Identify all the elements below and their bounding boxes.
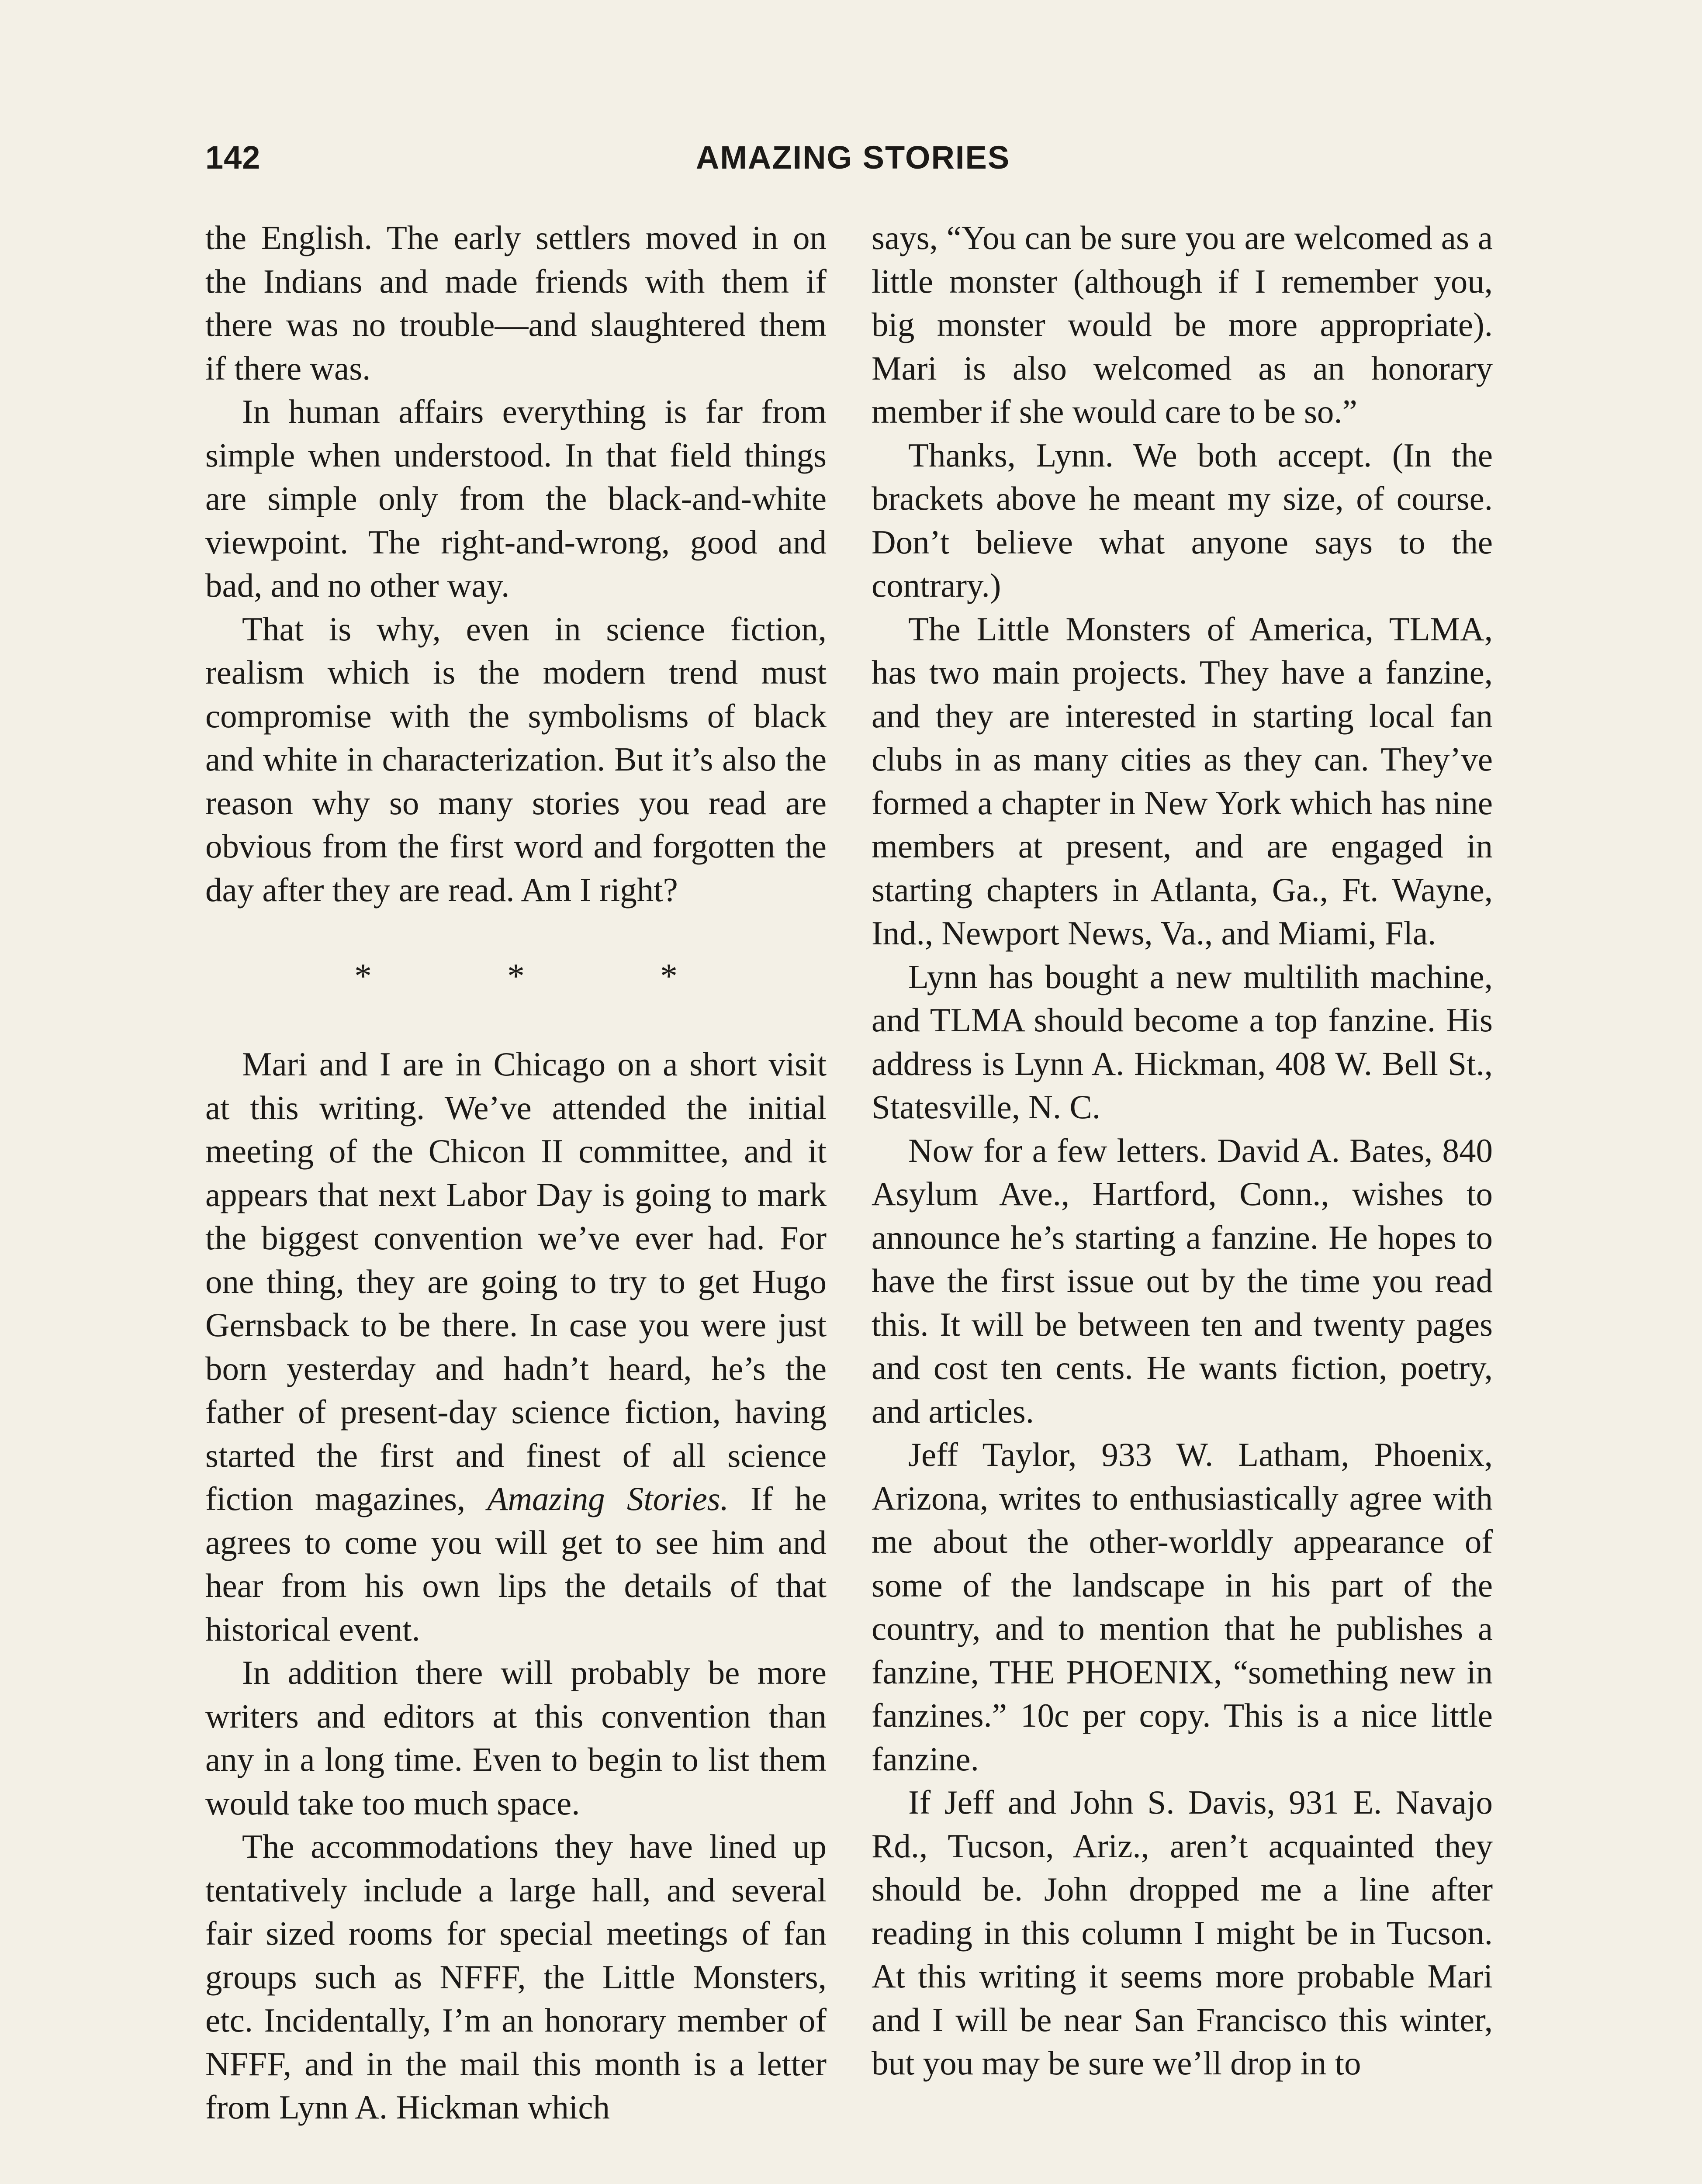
paragraph: That is why, even in science fiction, realism which is the modern trend must compromise with the symbolisms of black and white in characterization. But it’s also the reason why so many stories you read are obvious from the first word and forgotten the day after they are read. Am I right? bbox=[205, 610, 827, 909]
paragraph: the English. The early settlers moved in on the Indians and made friends with them if there was no trouble—and slaughtered them if there was. bbox=[205, 219, 827, 387]
paragraph: If Jeff and John S. Davis, 931 E. Navajo Rd., Tucson, Ariz., aren’t acquainted they should be. John dropped me a line after reading in this column I might be in Tucson. At this writing it seems more probable Mari and I will be near San Francisco this winter, but you may be sure we’ll drop in to bbox=[872, 1783, 1493, 2082]
page-header bbox=[205, 139, 1501, 191]
section-separator bbox=[205, 912, 827, 1043]
paragraph: The accommodations they have lined up tentatively include a large hall, and several fair sized rooms for special meetings of fan groups such as NFFF, the Little Monsters, etc. Incidentally, I’m an honorary member of NFFF, and in the mail this month is a letter from Lynn A. Hickman which bbox=[205, 1828, 827, 2126]
paragraph-text: If he agrees to come you will get to see him and hear from his own lips the details of that historical event. bbox=[205, 1480, 827, 1648]
magazine-name-italic: Amazing Stories. bbox=[487, 1480, 729, 1517]
paragraph: says, “You can be sure you are welcomed as a little monster (although if I remember you, big monster would be more appropriate). Mari is also welcomed as an honorary member if she would care to be so.” bbox=[872, 219, 1493, 430]
paragraph: Lynn has bought a new multilith machine, and TLMA should become a top fanzine. His address is Lynn A. Hickman, 408 W. Bell St., Statesville, N. C. bbox=[872, 957, 1493, 1126]
paragraph: In human affairs everything is far from simple when understood. In that field things are simple only from the black-and-white viewpoint. The right-and-wrong, good and bad, and no other way. bbox=[205, 393, 827, 604]
paragraph: Now for a few letters. David A. Bates, 840 Asylum Ave., Hartford, Conn., wishes to announce he’s starting a fanzine. He hopes to have the first issue out by the time you read this. It will be between ten and twenty pages and cost ten cents. He wants fiction, poetry, and articles. bbox=[872, 1131, 1493, 1430]
right-column bbox=[872, 216, 1493, 2085]
asterisk: * bbox=[354, 957, 372, 995]
asterisk: * bbox=[507, 957, 525, 995]
paragraph: In addition there will probably be more writers and editors at this convention than any in a long time. Even to begin to list them would take too much space. bbox=[205, 1654, 827, 1822]
paragraph bbox=[205, 1043, 827, 1651]
asterisk: * bbox=[660, 957, 678, 995]
running-title: AMAZING STORIES bbox=[695, 139, 1010, 176]
paragraph: Thanks, Lynn. We both accept. (In the brackets above he meant my size, of course. Don’t believe what anyone says to the contrary.) bbox=[872, 436, 1493, 604]
paragraph: The Little Monsters of America, TLMA, has two main projects. They have a fanzine, and they are interested in starting local fan clubs in as many cities as they can. They’ve formed a chapter in New York which has nine members at present, and are engaged in starting chapters in Atlanta, Ga., Ft. Wayne, Ind., Newport News, Va., and Miami, Fla. bbox=[872, 610, 1493, 952]
left-column bbox=[205, 216, 827, 2129]
paragraph-text: Mari and I are in Chicago on a short visit at this writing. We’ve attended the initial meeting of the Chicon II committee, and it appears that next Labor Day is going to mark the biggest convention we’ve ever had. For one thing, they are going to try to get Hugo Gernsback to be there. In case you were just born yesterday and hadn’t heard, he’s the father of present-day science fiction, having started the first and finest of all science fiction magazines, bbox=[205, 1045, 827, 1517]
page-number: 142 bbox=[205, 139, 261, 176]
paragraph: Jeff Taylor, 933 W. Latham, Phoenix, Arizona, writes to enthusiastically agree with me about the other-worldly appearance of some of the landscape in his part of the country, and to mention that he publishes a fanzine, THE PHOENIX, “something new in fanzines.” 10c per copy. This is a nice little fanzine. bbox=[872, 1436, 1493, 1778]
